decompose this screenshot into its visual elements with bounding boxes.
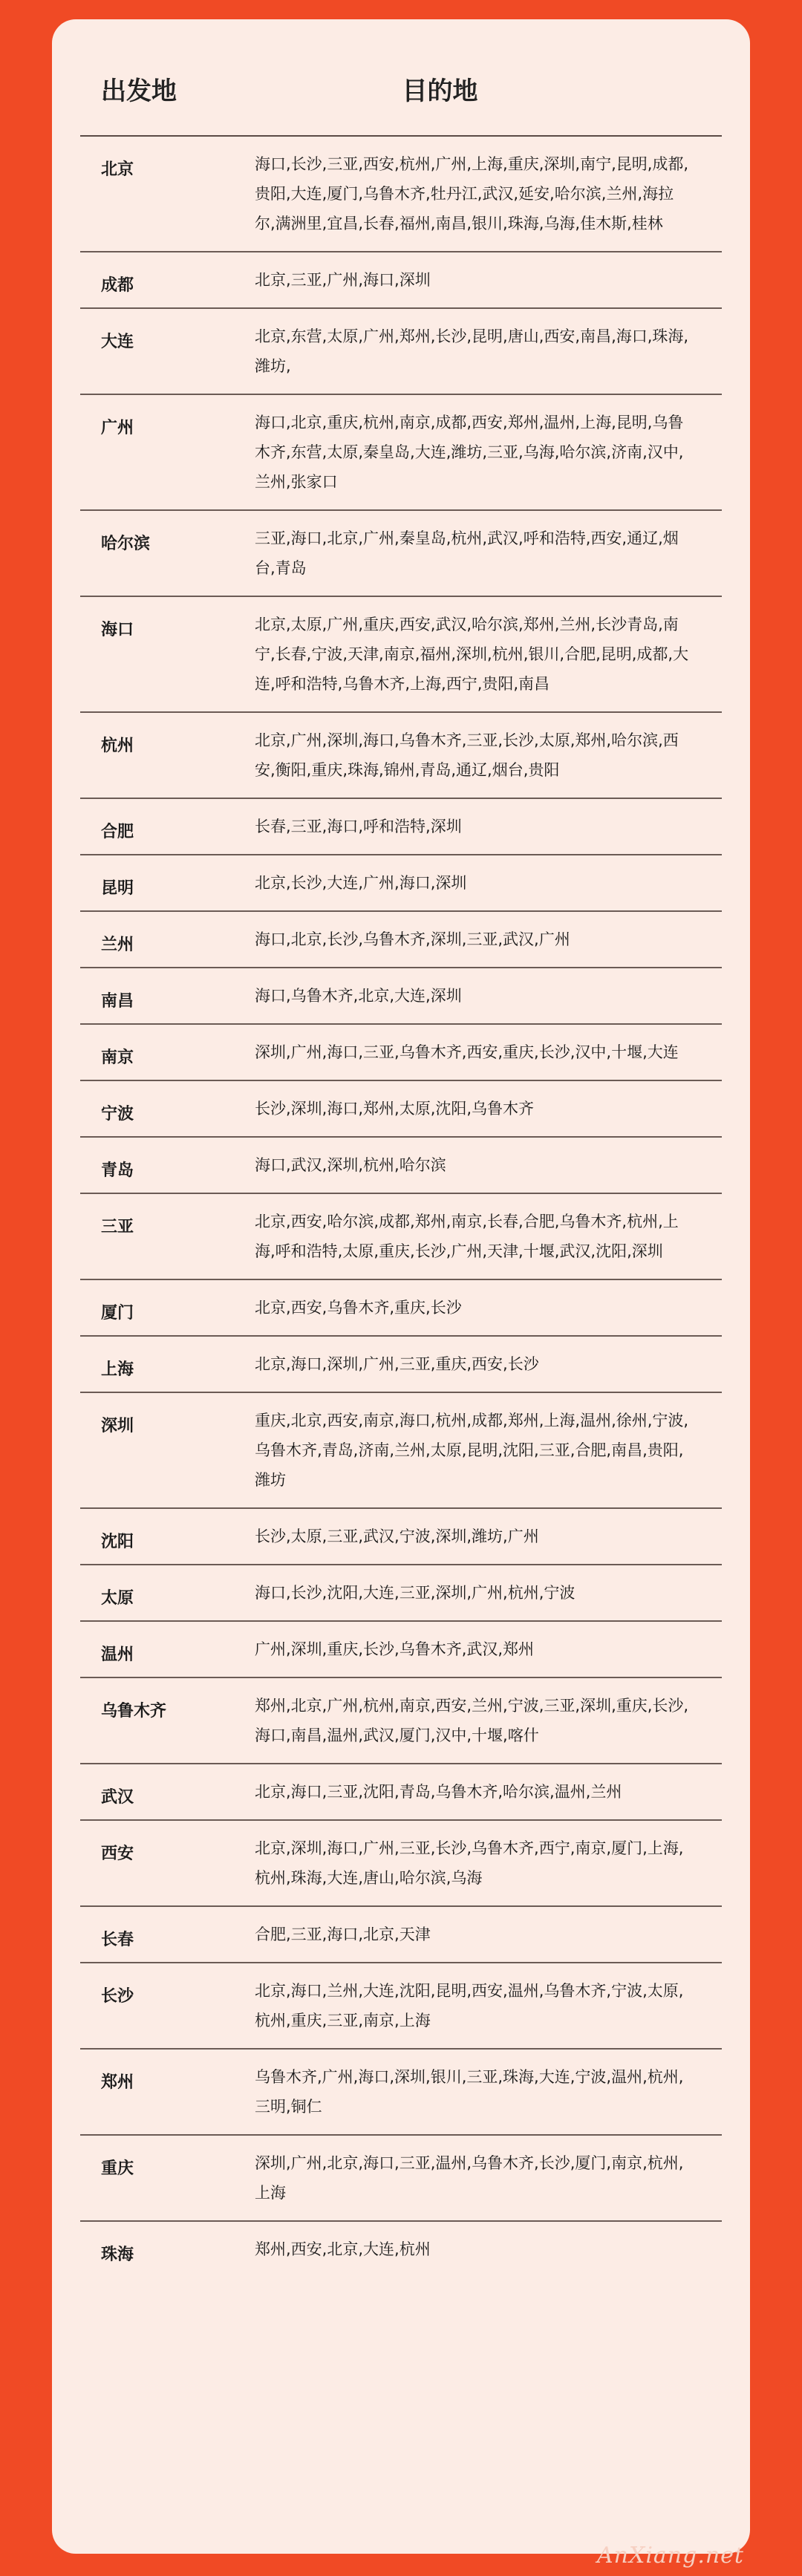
- origin-city: 海口: [101, 621, 134, 639]
- table-row: [80, 597, 722, 713]
- destination-list: 乌鲁木齐,广州,海口,深圳,银川,三亚,珠海,大连,宁波,温州,杭州,三明,铜仁: [255, 2068, 684, 2116]
- destination-list: 海口,北京,长沙,乌鲁木齐,深圳,三亚,武汉,广州: [255, 930, 570, 948]
- table-row: [80, 1509, 722, 1565]
- destination-list: 深圳,广州,北京,海口,三亚,温州,乌鲁木齐,长沙,厦门,南京,杭州,上海: [255, 2154, 684, 2202]
- table-row: [80, 1821, 722, 1907]
- table-row: [80, 137, 722, 252]
- origin-city: 哈尔滨: [101, 535, 151, 553]
- origin-city: 成都: [101, 276, 134, 295]
- table-row: [80, 1565, 722, 1622]
- origin-city: 昆明: [101, 879, 134, 898]
- destination-list: 北京,太原,广州,重庆,西安,武汉,哈尔滨,郑州,兰州,长沙青岛,南宁,长春,宁波,天津,南京,福州,深圳,杭州,银川,合肥,昆明,成都,大连,呼和浩特,乌鲁木齐,上海,西宁,贵阳,南昌: [255, 616, 689, 693]
- table-row: [80, 1081, 722, 1138]
- origin-city: 郑州: [101, 2073, 134, 2092]
- destination-list: 海口,长沙,沈阳,大连,三亚,深圳,广州,杭州,宁波: [255, 1584, 576, 1602]
- destination-list: 郑州,北京,广州,杭州,南京,西安,兰州,宁波,三亚,深圳,重庆,长沙,海口,南昌,温州,武汉,厦门,汉中,十堰,喀什: [255, 1697, 689, 1744]
- table-row: [80, 1393, 722, 1509]
- destination-list: 长春,三亚,海口,呼和浩特,深圳: [255, 818, 462, 835]
- table-row: [80, 1622, 722, 1678]
- origin-city: 合肥: [101, 823, 134, 841]
- origin-city: 南京: [101, 1049, 134, 1067]
- table-row: [80, 395, 722, 511]
- destination-list: 深圳,广州,海口,三亚,乌鲁木齐,西安,重庆,长沙,汉中,十堰,大连: [255, 1043, 679, 1061]
- origin-city: 杭州: [101, 737, 134, 755]
- table-row: [80, 855, 722, 912]
- origin-city: 上海: [101, 1360, 134, 1379]
- table-row: [80, 511, 722, 597]
- origin-city: 深圳: [101, 1417, 134, 1435]
- origin-city: 南昌: [101, 992, 134, 1011]
- destination-list: 郑州,西安,北京,大连,杭州: [255, 2240, 431, 2258]
- table-row: [80, 1025, 722, 1081]
- table-row: [80, 912, 722, 968]
- table-row: [80, 1194, 722, 1280]
- origin-city: 沈阳: [101, 1533, 134, 1551]
- table-row: [80, 1963, 722, 2050]
- table-row: [80, 309, 722, 395]
- origin-city: 长春: [101, 1931, 134, 1949]
- destination-list: 海口,武汉,深圳,杭州,哈尔滨: [255, 1156, 446, 1174]
- route-table-card: [52, 19, 750, 2554]
- destination-list: 三亚,海口,北京,广州,秦皇岛,杭州,武汉,呼和浩特,西安,通辽,烟台,青岛: [255, 529, 679, 577]
- table-row: [80, 1907, 722, 1963]
- origin-city: 重庆: [101, 2159, 134, 2178]
- origin-city: 兰州: [101, 936, 134, 954]
- destination-list: 北京,海口,深圳,广州,三亚,重庆,西安,长沙: [255, 1355, 539, 1373]
- origin-city: 珠海: [101, 2246, 134, 2264]
- origin-city: 青岛: [101, 1161, 134, 1180]
- origin-city: 大连: [101, 333, 134, 351]
- destination-list: 海口,北京,重庆,杭州,南京,成都,西安,郑州,温州,上海,昆明,乌鲁木齐,东营,太原,秦皇岛,大连,潍坊,三亚,乌海,哈尔滨,济南,汉中,兰州,张家口: [255, 414, 684, 491]
- watermark: AnXiang.net: [596, 2543, 744, 2569]
- destination-list: 北京,海口,三亚,沈阳,青岛,乌鲁木齐,哈尔滨,温州,兰州: [255, 1783, 622, 1801]
- table-row: [80, 799, 722, 855]
- destination-list: 海口,乌鲁木齐,北京,大连,深圳: [255, 987, 462, 1005]
- origin-city: 乌鲁木齐: [101, 1702, 167, 1721]
- table-row: [80, 2222, 722, 2277]
- destination-list: 北京,深圳,海口,广州,三亚,长沙,乌鲁木齐,西宁,南京,厦门,上海,杭州,珠海,大连,唐山,哈尔滨,乌海: [255, 1839, 684, 1887]
- origin-city: 太原: [101, 1589, 134, 1608]
- origin-city: 三亚: [101, 1218, 134, 1236]
- destination-list: 北京,东营,太原,广州,郑州,长沙,昆明,唐山,西安,南昌,海口,珠海,潍坊,: [255, 327, 689, 375]
- destination-column-header: 目的地: [402, 76, 478, 106]
- origin-column-header: 出发地: [101, 76, 177, 106]
- origin-city: 北京: [101, 160, 134, 179]
- destination-list: 重庆,北京,西安,南京,海口,杭州,成都,郑州,上海,温州,徐州,宁波,乌鲁木齐,青岛,济南,兰州,太原,昆明,沈阳,三亚,合肥,南昌,贵阳,潍坊: [255, 1412, 689, 1489]
- destination-list: 长沙,深圳,海口,郑州,太原,沈阳,乌鲁木齐: [255, 1100, 535, 1118]
- origin-city: 武汉: [101, 1788, 134, 1807]
- table-row: [80, 968, 722, 1025]
- destination-list: 合肥,三亚,海口,北京,天津: [255, 1926, 431, 1943]
- table-row: [80, 1678, 722, 1764]
- route-rows: [80, 137, 722, 2277]
- destination-list: 北京,西安,哈尔滨,成都,郑州,南京,长春,合肥,乌鲁木齐,杭州,上海,呼和浩特,太原,重庆,长沙,广州,天津,十堰,武汉,沈阳,深圳: [255, 1213, 679, 1260]
- table-row: [80, 252, 722, 309]
- origin-city: 西安: [101, 1845, 134, 1863]
- destination-list: 海口,长沙,三亚,西安,杭州,广州,上海,重庆,深圳,南宁,昆明,成都,贵阳,大连,厦门,乌鲁木齐,牡丹江,武汉,延安,哈尔滨,兰州,海拉尔,满洲里,宜昌,长春,福州,南昌,银川,珠海,乌海,佳木斯,桂林: [255, 155, 689, 232]
- table-row: [80, 713, 722, 799]
- destination-list: 北京,长沙,大连,广州,海口,深圳: [255, 874, 467, 892]
- origin-city: 厦门: [101, 1304, 134, 1323]
- table-row: [80, 1138, 722, 1194]
- destination-list: 广州,深圳,重庆,长沙,乌鲁木齐,武汉,郑州: [255, 1640, 535, 1658]
- destination-list: 北京,三亚,广州,海口,深圳: [255, 271, 431, 289]
- table-row: [80, 1764, 722, 1821]
- destination-list: 北京,广州,深圳,海口,乌鲁木齐,三亚,长沙,太原,郑州,哈尔滨,西安,衡阳,重庆,珠海,锦州,青岛,通辽,烟台,贵阳: [255, 731, 679, 779]
- origin-city: 长沙: [101, 1987, 134, 2006]
- origin-city: 温州: [101, 1646, 134, 1664]
- table-row: [80, 1337, 722, 1393]
- destination-list: 北京,海口,兰州,大连,沈阳,昆明,西安,温州,乌鲁木齐,宁波,太原,杭州,重庆,三亚,南京,上海: [255, 1982, 684, 2029]
- destination-list: 北京,西安,乌鲁木齐,重庆,长沙: [255, 1299, 462, 1317]
- table-row: [80, 2136, 722, 2222]
- table-row: [80, 1280, 722, 1337]
- table-row: [80, 2050, 722, 2136]
- origin-city: 宁波: [101, 1105, 134, 1124]
- destination-list: 长沙,太原,三亚,武汉,宁波,深圳,潍坊,广州: [255, 1527, 539, 1545]
- origin-city: 广州: [101, 419, 134, 437]
- table-header: [80, 70, 722, 137]
